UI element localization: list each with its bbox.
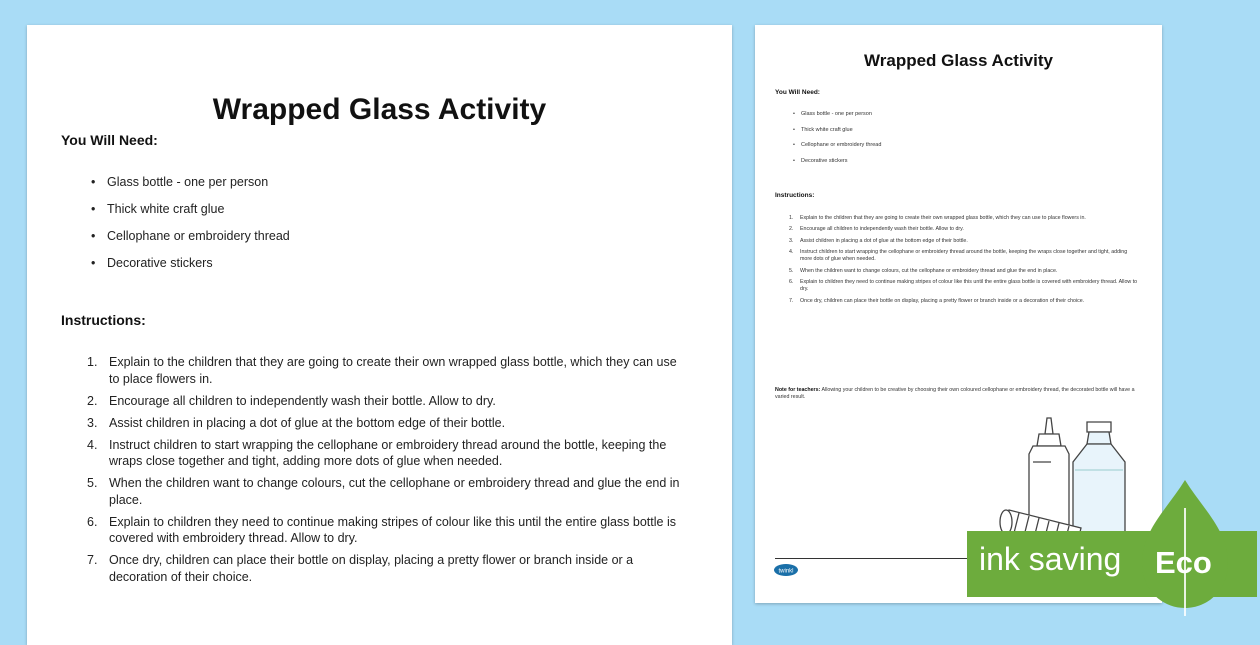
logo-text: twinkl bbox=[778, 568, 794, 575]
list-item: • Thick white craft glue bbox=[801, 127, 881, 143]
instructions-list bbox=[789, 215, 1139, 309]
page-title: Wrapped Glass Activity bbox=[212, 93, 547, 126]
list-item: • Decorative stickers bbox=[107, 256, 290, 283]
list-item: 4. Instruct children to start wrapping the cellophane or embroidery thread around the bottle, keeping the wraps close together and tight, adding more dots of glue when needed. bbox=[87, 437, 667, 468]
list-item: • Cellophane or embroidery thread bbox=[107, 229, 290, 256]
page-title: Wrapped Glass Activity bbox=[864, 51, 1053, 70]
list-item: 7. Once dry, children can place their bottle on display, placing a pretty flower or branch inside or a decoration of their choice. bbox=[789, 297, 1085, 304]
list-item: 3. Assist children in placing a dot of glue at the bottom edge of their bottle. bbox=[789, 237, 968, 244]
instructions-list bbox=[87, 354, 687, 591]
instructions-heading: Instructions: bbox=[61, 312, 146, 328]
materials-list bbox=[801, 111, 881, 173]
twinkl-logo bbox=[773, 563, 799, 577]
worksheet-preview-small bbox=[755, 25, 1162, 603]
glue-bottle-icon bbox=[1029, 418, 1069, 530]
list-item: • Glass bottle - one per person bbox=[107, 175, 290, 202]
list-item: 7. Once dry, children can place their bottle on display, placing a pretty flower or branch inside or a decoration of their choice. bbox=[87, 553, 634, 584]
list-item: 4. Instruct children to start wrapping the cellophane or embroidery thread around the bottle, keeping the wraps close together and tight, adding more dots of glue when needed. bbox=[789, 249, 1128, 263]
teacher-note: Note for teachers: Allowing your children to be creative by choosing their own coloured cellophane or embroidery thread, the decorated bottle will have a varied result. bbox=[775, 387, 1135, 401]
list-item: 1. Explain to the children that they are going to create their own wrapped glass bottle, which they can use to place flowers in. bbox=[87, 355, 677, 386]
list-item: • Thick white craft glue bbox=[107, 202, 290, 229]
list-item: • Glass bottle - one per person bbox=[801, 111, 881, 127]
list-item: • Cellophane or embroidery thread bbox=[801, 142, 881, 158]
list-item: 5. When the children want to change colours, cut the cellophane or embroidery thread and glue the end in place. bbox=[87, 476, 680, 507]
worksheet-preview-large bbox=[27, 25, 732, 645]
ink-saving-label: ink saving bbox=[979, 541, 1122, 577]
you-will-need-heading: You Will Need: bbox=[775, 89, 820, 96]
list-item: 6. Explain to children they need to continue making stripes of colour like this until the entire glass bottle is covered with embroidery thread. Allow to dry. bbox=[789, 279, 1138, 293]
list-item: 2. Encourage all children to independently wash their bottle. Allow to dry. bbox=[789, 226, 964, 233]
materials-list bbox=[107, 175, 290, 283]
list-item: 6. Explain to children they need to continue making stripes of colour like this until the entire glass bottle is covered with embroidery thread. Allow to dry. bbox=[87, 514, 676, 545]
you-will-need-heading: You Will Need: bbox=[61, 132, 158, 148]
list-item: 1. Explain to the children that they are going to create their own wrapped glass bottle, which they can use to place flowers in. bbox=[789, 215, 1086, 221]
list-item: • Decorative stickers bbox=[801, 158, 881, 174]
list-item: 2. Encourage all children to independently wash their bottle. Allow to dry. bbox=[87, 393, 496, 408]
instructions-heading: Instructions: bbox=[775, 192, 815, 199]
list-item: 3. Assist children in placing a dot of glue at the bottom edge of their bottle. bbox=[87, 415, 506, 430]
eco-label: Eco bbox=[1155, 545, 1212, 580]
list-item: 5. When the children want to change colours, cut the cellophane or embroidery thread and glue the end in place. bbox=[789, 267, 1058, 274]
